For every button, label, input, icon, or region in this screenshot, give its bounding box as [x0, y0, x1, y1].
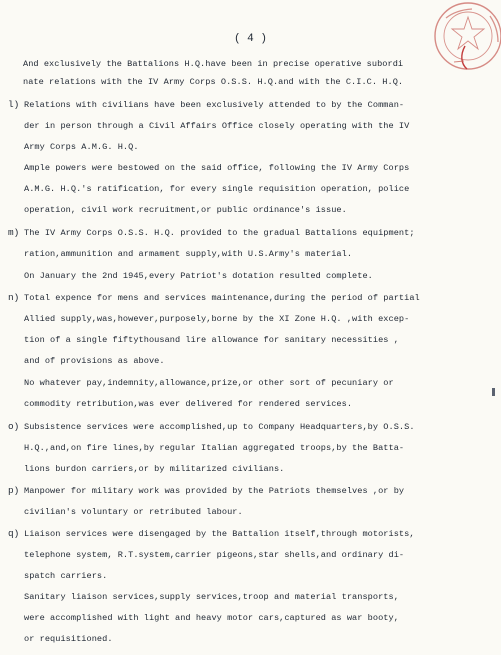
marker-q: q)	[8, 528, 20, 539]
line-19: H.Q.,and,on fire lines,by regular Italian aggregated troops,by the Batta-	[24, 443, 405, 453]
line-25: spatch carriers.	[24, 571, 108, 581]
line-23: Liaison services were disengaged by the Battalion itself,through motorists,	[24, 529, 415, 539]
line-14: tion of a single fiftythousand lire allowance for sanitary necessities ,	[24, 335, 399, 345]
marker-o: o)	[8, 421, 20, 432]
line-16: No whatever pay,indemnity,allowance,prize,or other sort of pecuniary or	[24, 378, 394, 388]
line-01: And exclusively the Battalions H.Q.have been in precise operative subordi	[23, 59, 404, 69]
line-06: Ample powers were bestowed on the said office, following the IV Army Corps	[24, 163, 410, 173]
line-22: civilian's voluntary or retributed labour.	[24, 507, 243, 517]
line-03: Relations with civilians have been exclusively attended to by the Comman-	[24, 100, 405, 110]
line-27: were accomplished with light and heavy motor cars,captured as war booty,	[24, 613, 399, 623]
line-04: der in person through a Civil Affairs Office closely operating with the IV	[24, 121, 410, 131]
line-26: Sanitary liaison services,supply services,troop and material transports,	[24, 592, 399, 602]
line-05: Army Corps A.M.G. H.Q.	[24, 142, 139, 152]
line-24: telephone system, R.T.system,carrier pigeons,star shells,and ordinary di-	[24, 550, 405, 560]
marker-l: l)	[8, 99, 20, 110]
line-10: ration,ammunition and armament supply,with U.S.Army's material.	[24, 249, 353, 259]
line-13: Allied supply,was,however,purposely,borne by the XI Zone H.Q. ,with excep-	[24, 314, 410, 324]
line-17: commodity retribution,was ever delivered for rendered services.	[24, 399, 353, 409]
marker-n: n)	[8, 292, 20, 303]
page-edge-mark	[492, 388, 495, 396]
line-02: nate relations with the IV Army Corps O.S.S. H.Q.and with the C.I.C. H.Q.	[23, 77, 404, 87]
line-20: lions burdon carriers,or by militarized civilians.	[24, 464, 285, 474]
marker-p: p)	[8, 485, 20, 496]
line-07: A.M.G. H.Q.'s ratification, for every single requisition operation, police	[24, 184, 410, 194]
line-15: and of provisions as above.	[24, 356, 165, 366]
line-12: Total expence for mens and services maintenance,during the period of partial	[24, 293, 420, 303]
line-18: Subsistence services were accomplished,up to Company Headquarters,by O.S.S.	[24, 422, 415, 432]
line-08: operation, civil work recruitment,or public ordinance's issue.	[24, 205, 347, 215]
line-28: or requisitioned.	[24, 634, 113, 644]
page-number: ( 4 )	[233, 33, 267, 45]
line-11: On January the 2nd 1945,every Patriot's dotation resulted complete.	[24, 271, 373, 281]
marker-m: m)	[8, 227, 20, 238]
line-21: Manpower for military work was provided by the Patriots themselves ,or by	[24, 486, 405, 496]
line-09: The IV Army Corps O.S.S. H.Q. provided to the gradual Battalions equipment;	[24, 228, 415, 238]
